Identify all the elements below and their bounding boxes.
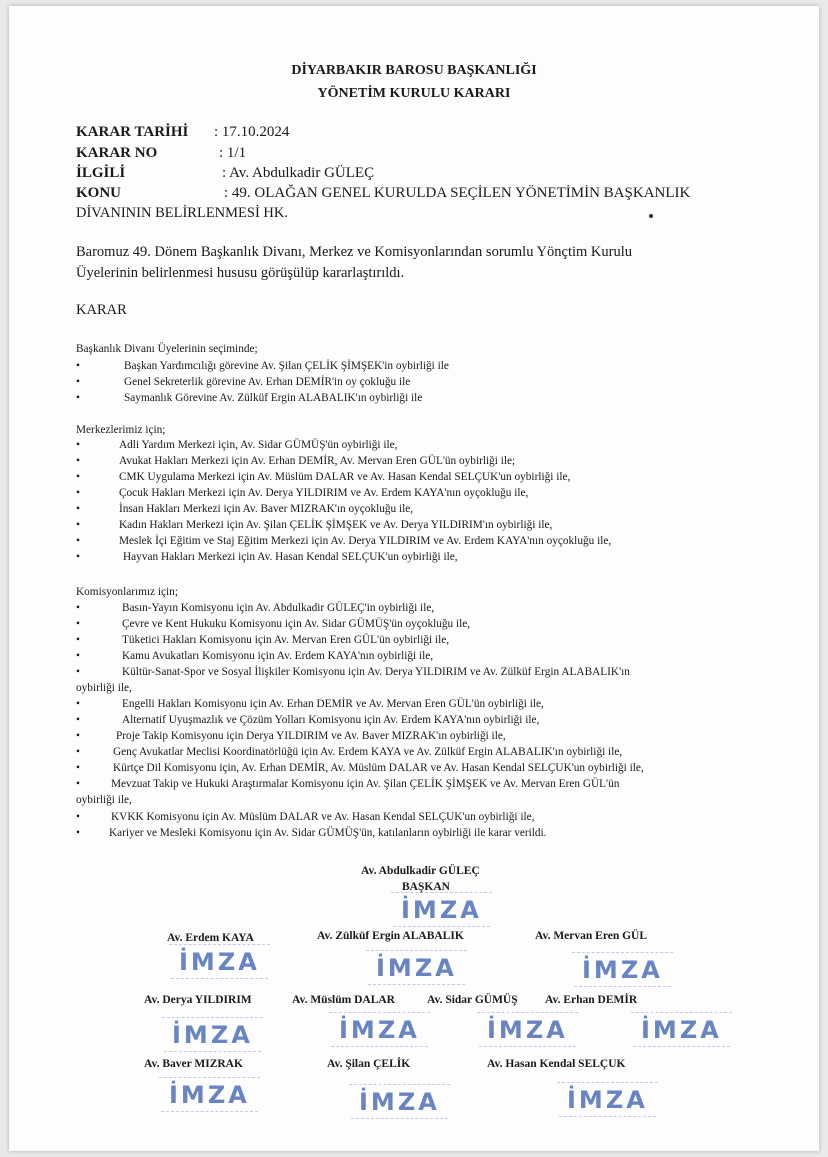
bullet-icon: •: [76, 439, 80, 451]
decision-no-label: KARAR NO: [76, 145, 158, 161]
komisyon-item-continuation: oybirliği ile,: [76, 794, 132, 806]
komisyon-item: Mevzuat Takip ve Hukuki Araştırmalar Komisyonu için Av. Şilan ÇELİK ŞİMŞEK ve Av. Mervan Eren GÜL'ün: [111, 778, 620, 790]
karar-heading: KARAR: [76, 302, 127, 318]
bullet-icon: •: [76, 730, 80, 742]
komisyon-item: Kürtçe Dil Komisyonu için, Av. Erhan DEMİR, Av. Müslüm DALAR ve Av. Hasan Kendal SELÇUK'un oybirliği ile,: [113, 762, 644, 774]
member-name: Av. Erdem KAYA: [167, 932, 254, 944]
merkez-heading: Merkezlerimiz için;: [76, 424, 166, 436]
subject-continuation: DİVANININ BELİRLENMESİ HK.: [76, 205, 288, 221]
header-line-2: YÖNETİM KURULU KARARI: [317, 86, 511, 101]
merkez-item: Avukat Hakları Merkezi için Av. Erhan DEMİR, Av. Mervan Eren GÜL'ün oybirliği ile;: [119, 455, 516, 467]
bullet-icon: •: [76, 650, 80, 662]
signature-stamp: İMZA: [487, 1016, 568, 1044]
divan-heading: Başkanlık Divanı Üyelerinin seçiminde;: [76, 343, 258, 355]
komisyon-heading: Komisyonlarımız için;: [76, 586, 178, 598]
president-name: Av. Abdulkadir GÜLEÇ: [361, 865, 480, 877]
member-name: Av. Sidar GÜMÜŞ: [427, 994, 518, 1006]
header-line-1: DİYARBAKIR BAROSU BAŞKANLIĞI: [291, 63, 537, 78]
member-name: Av. Erhan DEMİR: [545, 994, 638, 1006]
decision-no-value: : 1/1: [219, 145, 247, 161]
komisyon-item: Kültür-Sanat-Spor ve Sosyal İlişkiler Komisyonu için Av. Derya YILDIRIM ve Av. Zülküf Ergin ALABALIK'ın: [122, 666, 630, 678]
subject-label: KONU: [76, 185, 121, 201]
signature-stamp: İMZA: [359, 1088, 440, 1116]
member-name: Av. Derya YILDIRIM: [144, 994, 252, 1006]
komisyon-item: Genç Avukatlar Meclisi Koordinatörlüğü için Av. Erdem KAYA ve Av. Zülküf Ergin ALABALIK'ın oybirliği ile,: [113, 746, 623, 758]
bullet-icon: •: [76, 503, 80, 515]
member-name: Av. Zülküf Ergin ALABALIK: [317, 930, 464, 942]
signature-stamp: İMZA: [582, 956, 663, 984]
bullet-icon: •: [76, 551, 80, 563]
bullet-icon: •: [76, 762, 80, 774]
member-name: Av. Baver MIZRAK: [144, 1058, 243, 1070]
komisyon-item: Tüketici Hakları Komisyonu için Av. Mervan Eren GÜL'ün oybirliği ile,: [122, 634, 450, 646]
divan-item: Genel Sekreterlik görevine Av. Erhan DEMİR'in oy çokluğu ile: [124, 376, 411, 388]
president-title: BAŞKAN: [402, 881, 450, 893]
komisyon-item: Proje Takip Komisyonu için Derya YILDIRIM ve Av. Baver MIZRAK'ın oybirliği ile,: [116, 730, 506, 742]
divan-item: Saymanlık Görevine Av. Zülküf Ergin ALABALIK'ın oybirliği ile: [124, 392, 423, 404]
signature-stamp: İMZA: [169, 1081, 250, 1109]
signature-stamp: İMZA: [376, 954, 457, 982]
member-name: Av. Müslüm DALAR: [292, 994, 395, 1006]
intro-line-2: Üyelerinin belirlenmesi hususu görüşülüp kararlaştırıldı.: [76, 265, 405, 281]
merkez-item: İnsan Hakları Merkezi için Av. Baver MIZRAK'ın oyçokluğu ile,: [119, 503, 414, 515]
bullet-icon: •: [76, 811, 80, 823]
member-name: Av. Mervan Eren GÜL: [535, 930, 648, 942]
bullet-icon: •: [76, 714, 80, 726]
komisyon-item: KVKK Komisyonu için Av. Müslüm DALAR ve Av. Hasan Kendal SELÇUK'un oybirliği ile,: [111, 811, 535, 823]
member-name: Av. Hasan Kendal SELÇUK: [487, 1058, 626, 1070]
related-label: İLGİLİ: [76, 165, 126, 181]
bullet-icon: •: [76, 487, 80, 499]
signature-stamp: İMZA: [641, 1016, 722, 1044]
signature-stamp: İMZA: [172, 1021, 253, 1049]
komisyon-item: Alternatif Uyuşmazlık ve Çözüm Yolları Komisyonu için Av. Erdem KAYA'nın oybirliği ile,: [122, 714, 540, 726]
komisyon-item: Kariyer ve Mesleki Komisyonu için Av. Sidar GÜMÜŞ'ün, katılanların oybirliği ile karar verildi.: [109, 827, 547, 839]
intro-line-1: Baromuz 49. Dönem Başkanlık Divanı, Merkez ve Komisyonlarından sorumlu Yönçtim Kurulu: [76, 244, 632, 260]
bullet-icon: •: [76, 360, 80, 372]
merkez-item: Meslek İçi Eğitim ve Staj Eğitim Merkezi için Av. Derya YILDIRIM ve Av. Erdem KAYA'nın oyçokluğu ile,: [119, 535, 612, 547]
bullet-icon: •: [76, 618, 80, 630]
merkez-item: CMK Uygulama Merkezi için Av. Müslüm DALAR ve Av. Hasan Kendal SELÇUK'un oybirliği ile,: [119, 471, 571, 483]
date-label: KARAR TARİHİ: [76, 124, 189, 140]
signature-stamp: İMZA: [339, 1016, 420, 1044]
ink-dot: [649, 214, 653, 218]
bullet-icon: •: [76, 602, 80, 614]
bullet-icon: •: [76, 634, 80, 646]
merkez-item: Hayvan Hakları Merkezi için Av. Hasan Kendal SELÇUK'un oybirliği ile,: [123, 551, 458, 563]
signature-stamp: İMZA: [401, 896, 482, 924]
bullet-icon: •: [76, 392, 80, 404]
document-page: [9, 6, 819, 1151]
komisyon-item: Çevre ve Kent Hukuku Komisyonu için Av. Sidar GÜMÜŞ'ün oyçokluğu ile,: [122, 618, 471, 630]
bullet-icon: •: [76, 376, 80, 388]
komisyon-item-continuation: oybirliği ile,: [76, 682, 132, 694]
bullet-icon: •: [76, 827, 80, 839]
signature-stamp: İMZA: [567, 1086, 648, 1114]
date-value: : 17.10.2024: [214, 124, 290, 140]
bullet-icon: •: [76, 519, 80, 531]
bullet-icon: •: [76, 535, 80, 547]
merkez-item: Çocuk Hakları Merkezi için Av. Derya YILDIRIM ve Av. Erdem KAYA'nın oyçokluğu ile,: [119, 487, 529, 499]
member-name: Av. Şilan ÇELİK: [327, 1058, 411, 1070]
merkez-item: Kadın Hakları Merkezi için Av. Şilan ÇELİK ŞİMŞEK ve Av. Derya YILDIRIM'ın oybirliği ile,: [119, 519, 553, 531]
bullet-icon: •: [76, 471, 80, 483]
bullet-icon: •: [76, 746, 80, 758]
komisyon-item: Basın-Yayın Komisyonu için Av. Abdulkadir GÜLEÇ'in oybirliği ile,: [122, 602, 435, 614]
bullet-icon: •: [76, 698, 80, 710]
komisyon-item: Kamu Avukatları Komisyonu için Av. Erdem KAYA'nın oybirliği ile,: [122, 650, 434, 662]
divan-item: Başkan Yardımcılığı görevine Av. Şilan ÇELİK ŞİMŞEK'in oybirliği ile: [124, 360, 449, 372]
komisyon-item: Engelli Hakları Komisyonu için Av. Erhan DEMİR ve Av. Mervan Eren GÜL'ün oybirliği ile,: [122, 698, 544, 710]
bullet-icon: •: [76, 455, 80, 467]
subject-value: : 49. OLAĞAN GENEL KURULDA SEÇİLEN YÖNETİMİN BAŞKANLIK: [224, 185, 691, 201]
bullet-icon: •: [76, 666, 80, 678]
merkez-item: Adli Yardım Merkezi için, Av. Sidar GÜMÜŞ'ün oybirliği ile,: [119, 439, 398, 451]
bullet-icon: •: [76, 778, 80, 790]
signature-stamp: İMZA: [179, 948, 260, 976]
related-value: : Av. Abdulkadir GÜLEÇ: [222, 165, 375, 181]
